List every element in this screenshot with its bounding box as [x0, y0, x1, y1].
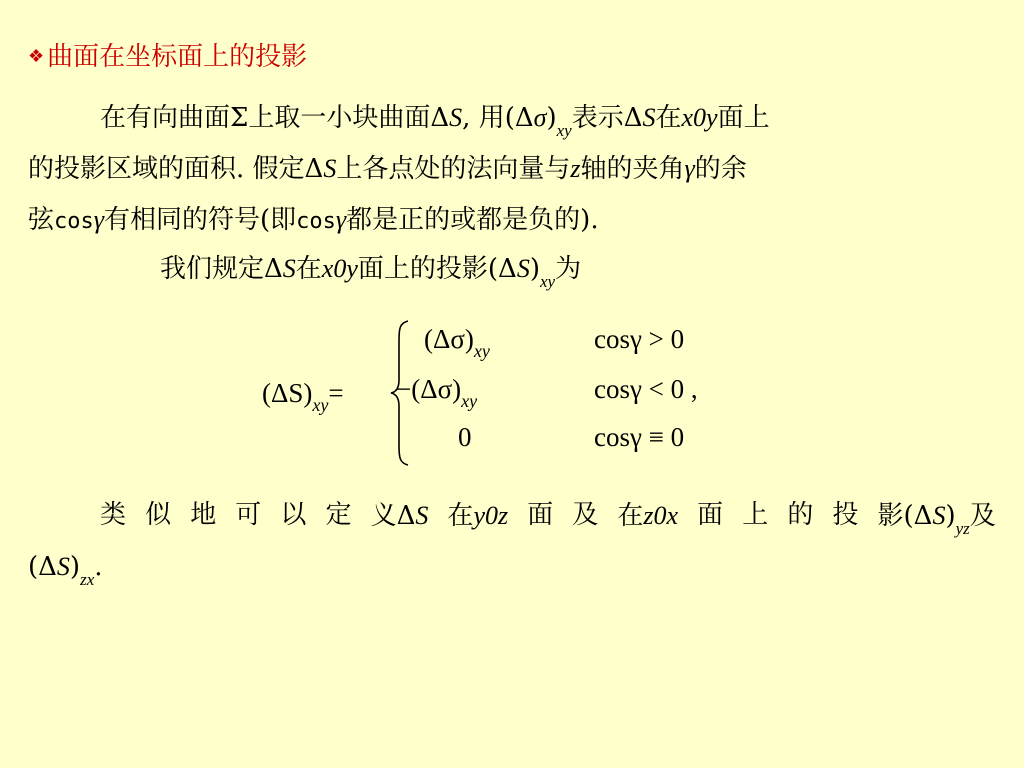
- math-symbol: cos: [54, 209, 94, 234]
- text: ): [546, 103, 557, 133]
- subscript: xy: [473, 341, 490, 361]
- text: 弦: [28, 205, 55, 235]
- subscript: zx: [80, 570, 95, 589]
- math-symbol: S: [642, 103, 656, 132]
- equals-sign: =: [328, 378, 344, 408]
- text: 为: [555, 254, 582, 284]
- paragraph-rule: [160, 243, 1024, 294]
- subscript: yz: [955, 519, 970, 538]
- case-1-expr: $(\Delta\sigma)_{xy}$: [424, 324, 490, 361]
- math-symbol: S: [323, 154, 337, 183]
- math-symbol: cos: [296, 209, 336, 234]
- paragraph-definition: [28, 92, 996, 245]
- paragraph-similar: [28, 490, 996, 592]
- case-2-condition: cosγ < 0 ,: [594, 374, 698, 404]
- math-symbol: γ: [684, 154, 695, 183]
- math-symbol: z0x: [643, 501, 679, 530]
- math-symbol: S: [449, 103, 463, 132]
- text: 都是正的或都是负的).: [346, 205, 599, 235]
- case-1-condition: cosγ > 0: [594, 324, 685, 354]
- text-line-2: [28, 143, 996, 194]
- text: 的余: [694, 154, 747, 184]
- subscript: xy: [312, 395, 329, 415]
- formula-lhs: [262, 378, 344, 416]
- formula-lhs-expr: (ΔS): [262, 378, 313, 408]
- math-symbol: γ: [93, 205, 105, 234]
- subscript: xy: [539, 272, 556, 291]
- text: 在有向曲面Σ上取一小块曲面Δ: [100, 103, 450, 133]
- text: 的投影区域的面积. 假定Δ: [28, 154, 324, 184]
- text: ): [529, 254, 540, 284]
- text-line-1: [28, 92, 996, 143]
- subscript: xy: [556, 121, 572, 140]
- text-line: [160, 243, 1024, 294]
- math-symbol: S: [932, 501, 946, 530]
- math-symbol: x0y: [681, 103, 718, 132]
- text: 我们规定Δ: [160, 254, 283, 284]
- math-symbol: S: [56, 552, 70, 581]
- math-symbol: S: [282, 254, 296, 283]
- case-2-expr: $-(\Delta\sigma)_{xy}$: [396, 374, 478, 411]
- text: 表示Δ: [571, 103, 643, 133]
- math-symbol: z: [570, 154, 581, 183]
- text-line-2: $(\Delta S)_{zx}$.: [28, 552, 103, 589]
- text: 有相同的符号(即: [104, 205, 297, 235]
- text: 在: [295, 254, 322, 284]
- text: 面上的投影(Δ: [357, 254, 517, 284]
- text: 上各点处的法向量与: [336, 154, 571, 184]
- text: 轴的夹角: [580, 154, 685, 184]
- math-symbol: x0y: [321, 254, 358, 283]
- piecewise-formula: [250, 318, 770, 468]
- subscript: xy: [461, 391, 478, 411]
- text-line-3: [28, 194, 996, 245]
- diamond-bullet-icon: ❖: [28, 46, 45, 67]
- text: , 用(Δ: [462, 103, 534, 133]
- math-symbol: σ: [533, 103, 547, 132]
- title-text: 曲面在坐标面上的投影: [47, 42, 308, 72]
- text-line-1: 类 似 地 可 以 定 义ΔS 在y0z 面 及 在z0x 面 上 的 投 影$(\Delta S)_{yz}$及: [100, 500, 996, 538]
- slide-title: [28, 36, 307, 73]
- text: 在: [655, 103, 682, 133]
- math-symbol: S: [415, 501, 429, 530]
- math-symbol: S: [516, 254, 530, 283]
- math-symbol: γ: [335, 205, 347, 234]
- case-3-expr: 0: [458, 422, 472, 452]
- case-3-condition: cosγ ≡ 0: [594, 422, 685, 452]
- math-symbol: y0z: [473, 501, 509, 530]
- text: 面上: [717, 103, 770, 133]
